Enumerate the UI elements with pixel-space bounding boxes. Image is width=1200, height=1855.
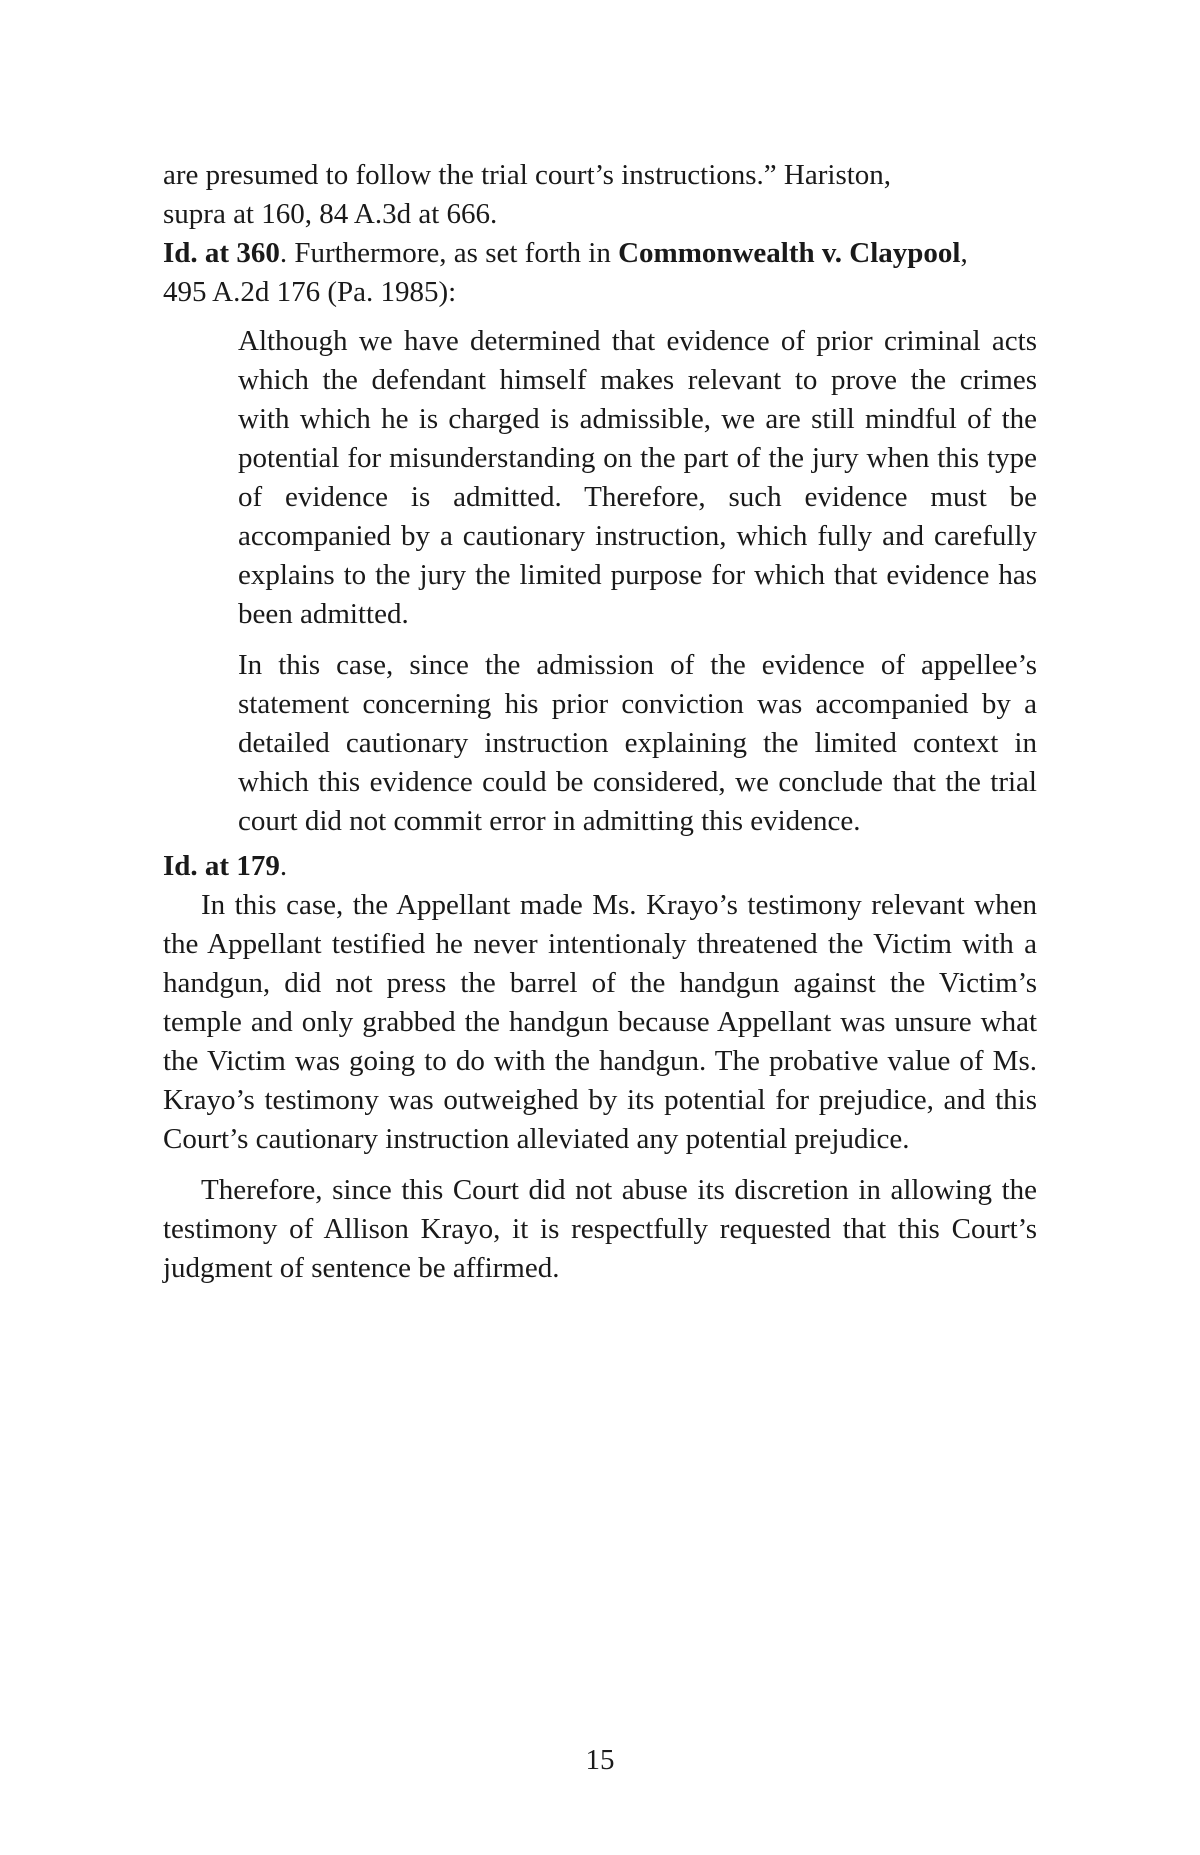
- id-citation: Id. at 360: [163, 237, 280, 269]
- quote-continuation: [163, 156, 1037, 234]
- case-name: Commonwealth v. Claypool: [618, 237, 961, 269]
- page-number: 15: [585, 1744, 615, 1776]
- citation-paragraph: [163, 234, 1037, 312]
- case-comma: ,: [960, 237, 968, 269]
- quote-continuation-line-2: supra at 160, 84 A.3d at 666.: [163, 198, 498, 230]
- id-citation-2: Id. at 179: [163, 850, 280, 882]
- quote-continuation-line-1: are presumed to follow the trial court’s instructions.” Hariston,: [163, 159, 892, 191]
- body-paragraph-1: In this case, the Appellant made Ms. Krayo’s testimony relevant when the Appellant testified he never intentionaly threatened the Victim with a handgun, did not press the barrel of the handgun against the Victim’s temple and only grabbed the handgun because Appellant was unsure what the Victim was going to do with the handgun. The probative value of Ms. Krayo’s testimony was outweighed by its potential for prejudice, and this Court’s cautionary instruction alleviated any potential prejudice.: [163, 889, 1037, 1155]
- id-citation-period: .: [279, 850, 288, 882]
- document-page: [163, 156, 1037, 1288]
- body-paragraph-2: Therefore, since this Court did not abuse its discretion in allowing the testimony of Allison Krayo, it is respectfully requested that this Court’s judgment of sentence be affirmed.: [163, 1174, 1037, 1284]
- block-quote-paragraph-1: Although we have determined that evidence of prior criminal acts which the defendant himself makes relevant to prove the crimes with which he is charged is admissible, we are still mindful of the potential for misunderstanding on the part of the jury when this type of evidence is admitted. Therefore, such evidence must be accompanied by a cautionary instruction, which fully and carefully explains to the jury the limited purpose for which that evidence has been admitted.: [238, 325, 1037, 630]
- citation-connector: . Furthermore, as set forth in: [279, 237, 619, 269]
- block-quote-paragraph-2: In this case, since the admission of the evidence of appellee’s statement concerning his prior conviction was accompanied by a detailed cautionary instruction explaining the limited context in which this evidence could be considered, we conclude that the trial court did not commit error in admitting this evidence.: [238, 649, 1037, 837]
- case-reporter: 495 A.2d 176 (Pa. 1985):: [163, 276, 457, 308]
- block-quote: [238, 322, 1037, 841]
- id-citation-paragraph: [163, 847, 1037, 886]
